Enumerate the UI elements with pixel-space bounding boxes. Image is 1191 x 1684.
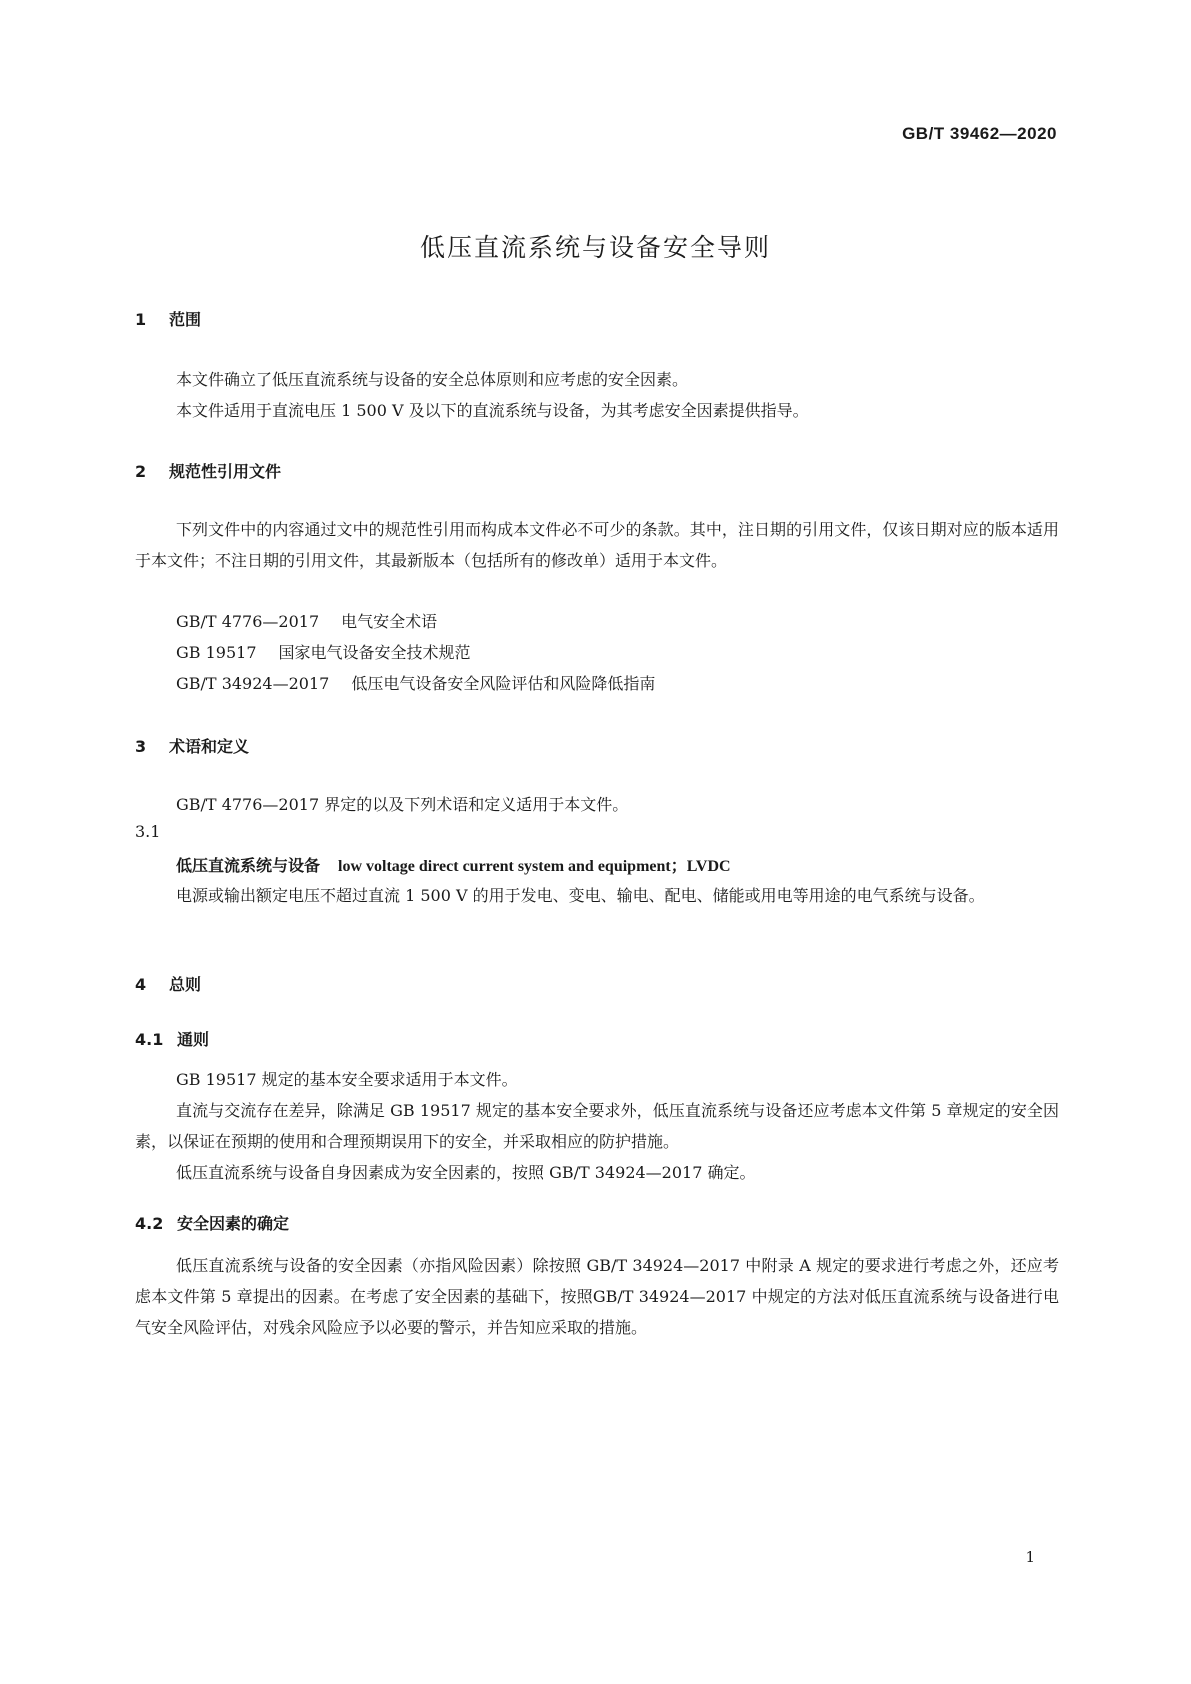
- page-number: 1: [1025, 1548, 1035, 1566]
- section-1-paragraph-2: 本文件适用于直流电压 1 500 V 及以下的直流系统与设备，为其考虑安全因素提供指导。: [176, 401, 809, 420]
- reference-code: GB/T 34924—2017: [176, 674, 330, 693]
- reference-item: [176, 640, 471, 663]
- section-number: 1: [135, 310, 147, 329]
- reference-title: 低压电气设备安全风险评估和风险降低指南: [351, 674, 656, 693]
- term-number: 3.1: [135, 822, 161, 841]
- section-number: 3: [135, 737, 147, 756]
- section-4-1-paragraph-2: 直流与交流存在差异，除满足 GB 19517 规定的基本安全要求外，低压直流系统与设备还应考虑本文件第 5 章规定的安全因素，以保证在预期的使用和合理预期误用下的安全，并采取相应的防护措施。: [135, 1101, 1059, 1151]
- section-1-paragraph-1: 本文件确立了低压直流系统与设备的安全总体原则和应考虑的安全因素。: [176, 370, 689, 389]
- section-3-heading: [135, 734, 249, 757]
- standard-number: GB/T 39462—2020: [902, 124, 1057, 143]
- section-title: 规范性引用文件: [169, 462, 282, 481]
- section-title: 通则: [177, 1030, 210, 1049]
- section-4-2-paragraph-1: 低压直流系统与设备的安全因素（亦指风险因素）除按照 GB/T 34924—2017 中附录 A 规定的要求进行考虑之外，还应考虑本文件第 5 章提出的因素。在考虑了安全因素的基础下，按照GB/T 34924—2017 中规定的方法对低压直流系统与设备进行电气安全风险评估，对残余风险应予以必要的警示，并告知应采取的措施。: [135, 1256, 1059, 1337]
- section-number: 2: [135, 462, 147, 481]
- reference-item: [176, 609, 437, 632]
- section-4-2-heading: [135, 1211, 289, 1234]
- section-1-heading: [135, 307, 201, 330]
- section-2-paragraph-1: 下列文件中的内容通过文中的规范性引用而构成本文件必不可少的条款。其中，注日期的引用文件，仅该日期对应的版本适用于本文件；不注日期的引用文件，其最新版本（包括所有的修改单）适用于本文件。: [135, 520, 1059, 570]
- section-4-1-paragraph-3: 低压直流系统与设备自身因素成为安全因素的，按照 GB/T 34924—2017 确定。: [176, 1163, 756, 1182]
- reference-code: GB/T 4776—2017: [176, 612, 320, 631]
- reference-item: [176, 671, 655, 694]
- section-3-paragraph-1: GB/T 4776—2017 界定的以及下列术语和定义适用于本文件。: [176, 795, 629, 814]
- section-number: 4: [135, 975, 147, 994]
- reference-title: 电气安全术语: [341, 612, 438, 631]
- section-title: 术语和定义: [169, 737, 250, 756]
- term-chinese: 低压直流系统与设备: [176, 856, 321, 875]
- section-title: 总则: [169, 975, 202, 994]
- section-number: 4.2: [135, 1214, 164, 1233]
- reference-code: GB 19517: [176, 643, 257, 662]
- section-4-1-heading: [135, 1027, 209, 1050]
- section-4-1-paragraph-1: GB 19517 规定的基本安全要求适用于本文件。: [176, 1070, 518, 1089]
- section-title: 安全因素的确定: [177, 1214, 290, 1233]
- term-definition: 电源或输出额定电压不超过直流 1 500 V 的用于发电、变电、输电、配电、储能或用电等用途的电气系统与设备。: [176, 886, 985, 905]
- reference-title: 国家电气设备安全技术规范: [278, 643, 471, 662]
- section-2-heading: [135, 459, 281, 482]
- term-english: low voltage direct current system and equipment；LVDC: [338, 858, 731, 875]
- section-4-heading: [135, 972, 201, 995]
- section-number: 4.1: [135, 1030, 164, 1049]
- term-entry: [176, 853, 731, 876]
- section-title: 范围: [169, 310, 202, 329]
- document-title: 低压直流系统与设备安全导则: [419, 233, 771, 262]
